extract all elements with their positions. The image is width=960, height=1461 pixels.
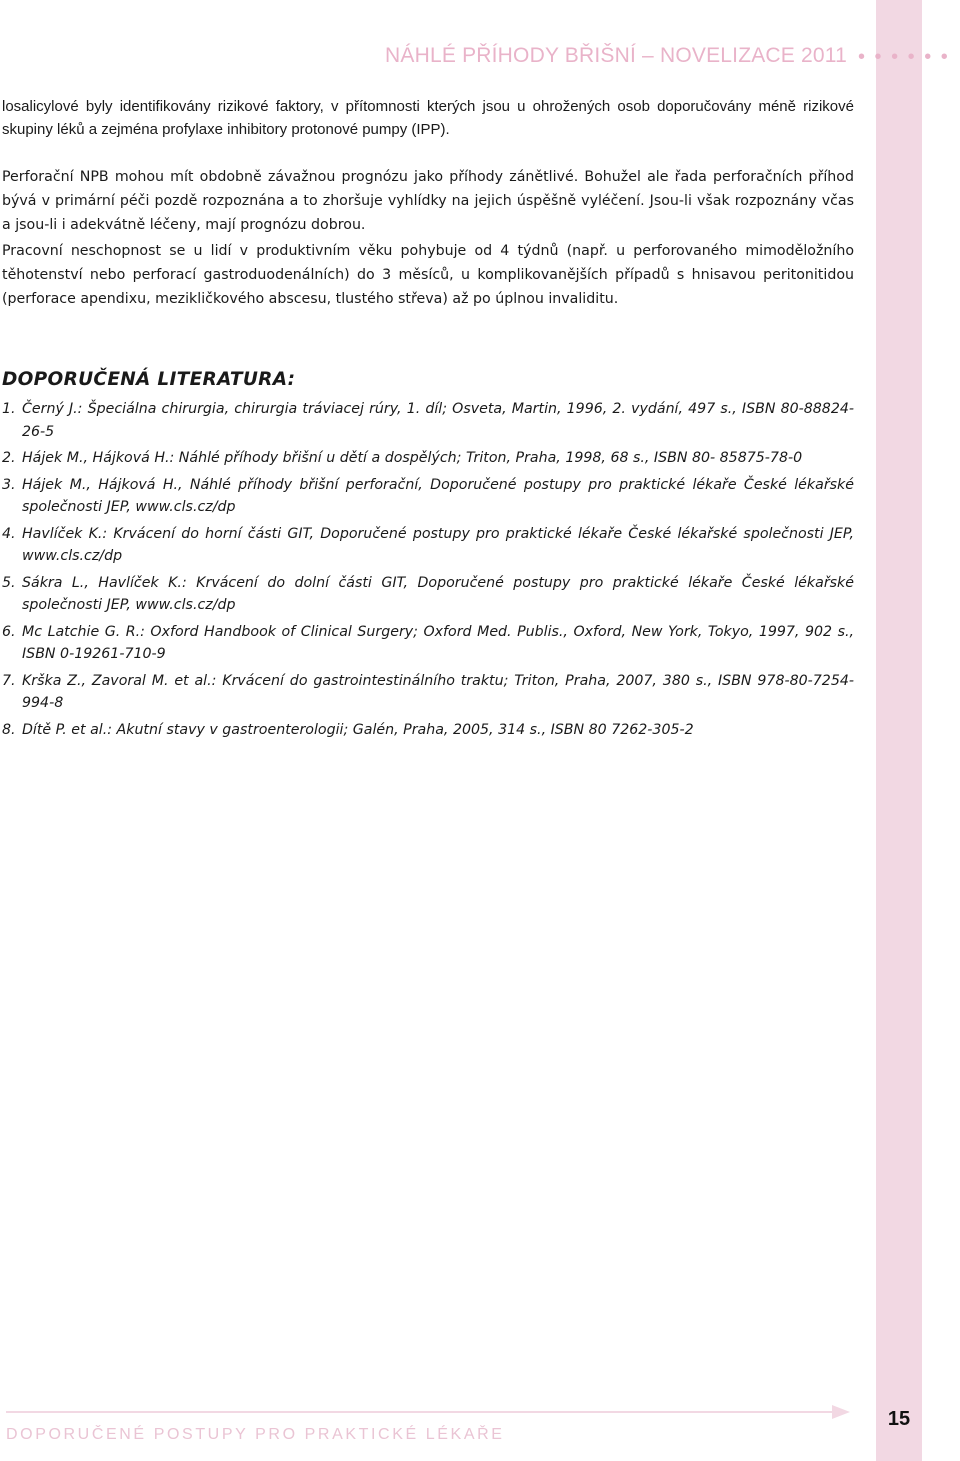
literature-list [2,398,854,741]
literature-item-text: Hájek M., Hájková H., Náhlé příhody břišní perforační, Doporučené postupy pro praktické lékaře České lékařské společnosti JEP, www.cls.cz/dp [22,476,854,515]
literature-item [2,670,854,715]
literature-item-number: 1. [2,401,16,417]
side-color-strip [876,0,922,1461]
literature-item-text: Hájek M., Hájková H.: Náhlé příhody břišní u dětí a dospělých; Triton, Praha, 1998, 68 s., ISBN 80- 85875-78-0 [22,450,803,466]
running-header-title: NÁHLÉ PŘÍHODY BŘIŠNÍ – NOVELIZACE 2011 [385,44,847,67]
paragraph-2: Perforační NPB mohou mít obdobně závažnou prognózu jako příhody zánětlivé. Bohužel ale řada perforačních příhod bývá v primární péči pozdě rozpoznána a to zhoršuje vyhlídky na jejich úspěšně vyléčení. Jsou-li však rozpoznány včas a jsou-li i adekvátně léčeny, mají prognózu dobrou. [2,169,854,233]
literature-item-number: 7. [2,672,16,689]
literature-item-number: 4. [2,525,16,542]
page-number: 15 [887,1408,911,1430]
footer-rule [6,1411,836,1413]
literature-item-text: Černý J.: Špeciálna chirurgia, chirurgia tráviacej rúry, 1. díl; Osveta, Martin, 1996, 2. vydání, 497 s., ISBN 80-88824-26-5 [22,401,854,440]
literature-item-number: 5. [2,574,16,591]
literature-item-text: Sákra L., Havlíček K.: Krvácení do dolní části GIT, Doporučené postupy pro praktické lékaře České lékařské společnosti JEP, www.cls.cz/dp [22,574,854,613]
literature-item-text: Havlíček K.: Krvácení do horní části GIT, Doporučené postupy pro praktické lékaře České lékařské společnosti JEP, www.cls.cz/dp [22,525,854,564]
header-dots-decoration: • • • • • • [858,46,950,68]
literature-item-number: 8. [2,721,16,738]
literature-item [2,719,854,742]
page-content [2,95,854,745]
literature-item-number: 2. [2,450,16,466]
literature-item-text: Krška Z., Zavoral M. et al.: Krvácení do gastrointestinálního traktu; Triton, Praha, 2007, 380 s., ISBN 978-80-7254-994-8 [22,672,854,711]
running-footer-title: DOPORUČENÉ POSTUPY PRO PRAKTICKÉ LÉKAŘE [6,1426,505,1443]
paragraph-3: Pracovní neschopnost se u lidí v produktivním věku pohybuje od 4 týdnů (např. u perforovaného mimoděložního těhotenství nebo perforací gastroduodenálních) do 3 měsíců, u komplikovanějších případů s hnisavou peritonitidou (perforace apendixu, mezikličkového abscesu, tlustého střeva) až po úplnou invaliditu. [2,243,854,307]
paragraph-1: losalicylové byly identifikovány rizikové faktory, v přítomnosti kterých jsou u ohrožených osob doporučovány méně rizikové skupiny léků a zejména profylaxe inhibitory protonové pumpy (IPP). [2,98,854,138]
literature-item [2,447,854,470]
literature-item [2,474,854,519]
literature-item [2,523,854,568]
footer-arrow-icon [832,1405,850,1419]
literature-item-number: 6. [2,623,16,640]
literature-item [2,621,854,666]
literature-item [2,572,854,617]
literature-item-text: Dítě P. et al.: Akutní stavy v gastroenterologii; Galén, Praha, 2005, 314 s., ISBN 80 7262-305-2 [22,721,694,738]
literature-item-number: 3. [2,476,16,493]
literature-item [2,398,854,443]
literature-heading: DOPORUČENÁ LITERATURA: [2,369,296,390]
literature-item-text: Mc Latchie G. R.: Oxford Handbook of Clinical Surgery; Oxford Med. Publis., Oxford, New York, Tokyo, 1997, 902 s., ISBN 0-19261-710-9 [22,623,854,662]
